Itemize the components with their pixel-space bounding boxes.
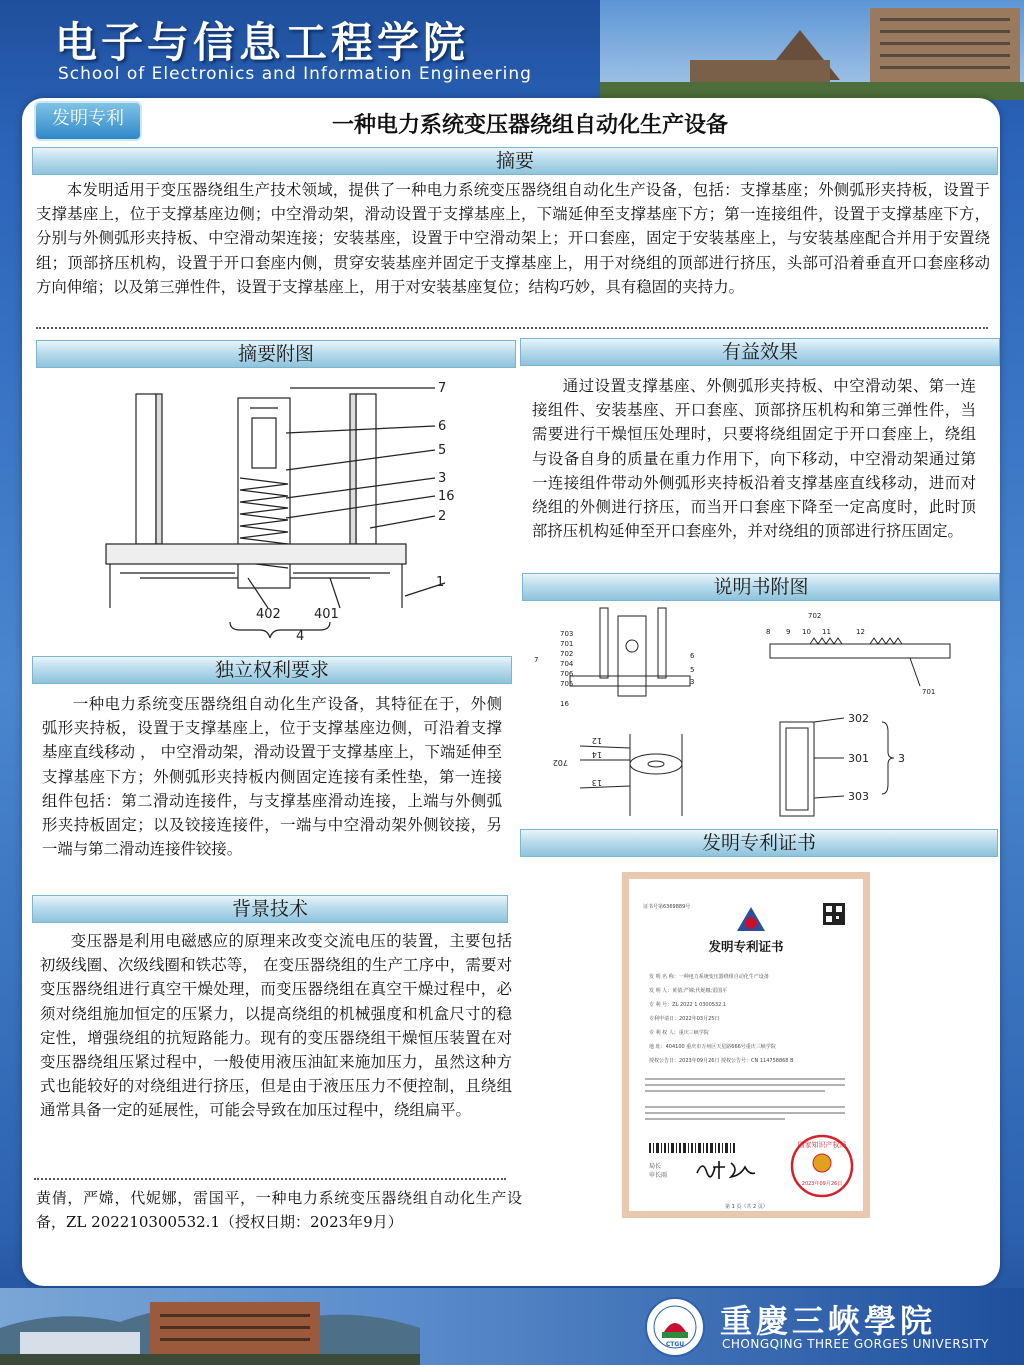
svg-text:302: 302 bbox=[848, 712, 869, 725]
spec-figure-a bbox=[530, 606, 750, 710]
svg-text:2: 2 bbox=[438, 509, 447, 524]
spec-figure-c bbox=[550, 728, 700, 818]
cert-line: 专 利 权 人：重庆三峡学院 bbox=[649, 1030, 709, 1036]
cert-title: 发明专利证书 bbox=[708, 939, 784, 954]
header-banner bbox=[0, 0, 1024, 100]
svg-text:6: 6 bbox=[438, 419, 447, 434]
qr-code-icon bbox=[823, 903, 845, 925]
svg-text:303: 303 bbox=[848, 790, 869, 803]
svg-text:7: 7 bbox=[534, 656, 539, 664]
svg-text:3: 3 bbox=[690, 678, 695, 686]
background-heading: 背景技术 bbox=[32, 895, 508, 923]
cert-line: 授权公告日：2023年09月26日 授权公告号：CN 114758868 B bbox=[649, 1058, 794, 1064]
svg-text:701: 701 bbox=[560, 640, 574, 648]
director-label: 局长 申长雨 bbox=[649, 1163, 668, 1179]
director-signature bbox=[693, 1155, 763, 1183]
patent-certificate-image bbox=[622, 872, 870, 1218]
svg-text:706: 706 bbox=[560, 670, 574, 678]
cnipa-logo-icon bbox=[733, 903, 769, 935]
official-seal-icon bbox=[789, 1133, 855, 1199]
abstract-text: 本发明适用于变压器绕组生产技术领域，提供了一种电力系统变压器绕组自动化生产设备，包括：支撑基座；外侧弧形夹持板，设置于支撑基座上，位于支撑基座边侧；中空滑动架，滑动设置于支撑基座上，下端延伸至支撑基座下方；第一连接组件，设置于支撑基座下方，分别与外侧弧形夹持板、中空滑动架连接；安装基座，设置于中空滑动架上；开口套座，固定于安装基座上，与安装基座配合并用于安置绕组；顶部挤压机构，设置于开口套座内侧，贯穿安装基座并固定于支撑基座上，用于对绕组的顶部进行挤压，头部可沿着垂直开口套座移动方向伸缩；以及第三弹性件，设置于支撑基座上，用于对安装基座复位；结构巧妙，具有稳固的夹持力。 bbox=[36, 181, 990, 296]
abstract-figure bbox=[100, 378, 470, 644]
cert-line: 发 明 人：黄倩;严嫦;代妮娜;雷国平 bbox=[649, 988, 728, 994]
svg-text:3: 3 bbox=[898, 752, 905, 765]
svg-text:702: 702 bbox=[560, 650, 574, 658]
divider bbox=[36, 327, 988, 329]
svg-text:701: 701 bbox=[922, 688, 936, 696]
svg-text:8: 8 bbox=[766, 628, 771, 636]
category-tag: 发明专利 bbox=[34, 101, 142, 141]
svg-text:1: 1 bbox=[436, 575, 445, 590]
svg-text:4: 4 bbox=[296, 629, 305, 644]
benefits-text: 通过设置支撑基座、外侧弧形夹持板、中空滑动架、第一连接组件、安装基座、开口套座、顶部挤压机构和第三弹性件，当需要进行干燥恒压处理时，只要将绕组固定于开口套座上，绕组与设备自身的质量在重力作用下，向下移动，中空滑动架通过第一连接组件带动外侧弧形夹持板沿着支撑基座直线移动，进而对绕组的外侧进行挤压，而当开口套座下降至一定高度时，此时顶部挤压机构延伸至开口套座外，并对绕组的顶部进行挤压固定。 bbox=[532, 377, 976, 541]
divider bbox=[34, 1178, 506, 1180]
svg-text:6: 6 bbox=[690, 652, 695, 660]
cert-line: 发 明 名 称：一种电力系统变压器绕组自动化生产设备 bbox=[649, 974, 769, 980]
svg-text:702: 702 bbox=[808, 612, 822, 620]
barcode-icon bbox=[649, 1143, 739, 1153]
spec-figure-b bbox=[760, 608, 960, 698]
background-text: 变压器是利用电磁感应的原理来改变交流电压的装置，主要包括初级线圈、次级线圈和铁芯等， 在变压器绕组的生产工序中，需要对变压器绕组进行真空干燥处理，而变压器绕组在真空干燥过程中，必须对绕组施加恒定的压紧力，以提高绕组的机械强度和机盒尺寸的稳定性，增强绕组的抗短路能力。现有的变压器绕组干燥恒压装置在对变压器绕组压紧过程中，一般使用液压油缸来施加压力，虽然这种方式也能较好的对绕组进行挤压，但是由于液压压力不便控制，且绕组通常具备一定的延展性，可能会导致在加压过程中，绕组扁平。 bbox=[40, 932, 512, 1120]
university-logo-icon bbox=[640, 1296, 710, 1358]
svg-text:9: 9 bbox=[786, 628, 791, 636]
svg-text:7: 7 bbox=[438, 381, 447, 396]
svg-text:12: 12 bbox=[856, 628, 865, 636]
school-title-en: School of Electronics and Information Engineering bbox=[58, 64, 532, 84]
svg-text:10: 10 bbox=[802, 628, 811, 636]
citation: 黄倩，严嫦，代妮娜，雷国平，一种电力系统变压器绕组自动化生产设备，ZL 202210300532.1（授权日期：2023年9月） bbox=[36, 1189, 522, 1232]
cert-line: 专利申请日：2022年03月25日 bbox=[649, 1016, 720, 1022]
cert-page-note: 第 1 页（共 2 页） bbox=[725, 1204, 768, 1210]
claims-text: 一种电力系统变压器绕组自动化生产设备，其特征在于，外侧弧形夹持板，设置于支撑基座上，位于支撑基座边侧，可沿着支撑基座直线移动 ， 中空滑动架，滑动设置于支撑基座上，下端延伸至支撑基座下方；外侧弧形夹持板内侧固定连接有柔性垫，第一连接组件包括：第二滑动连接件，与支撑基座滑动连接，上端与外侧弧形夹持板固定；以及铰接连接件，一端与中空滑动架外侧铰接，另一端与第二滑动连接件铰接。 bbox=[42, 695, 502, 859]
school-title-cn: 电子与信息工程学院 bbox=[55, 18, 470, 67]
svg-text:16: 16 bbox=[438, 489, 455, 504]
abstract-figure-heading: 摘要附图 bbox=[36, 340, 516, 368]
svg-text:CTGU: CTGU bbox=[665, 1341, 685, 1348]
svg-text:704: 704 bbox=[560, 660, 574, 668]
university-name-en: CHONGQING THREE GORGES UNIVERSITY bbox=[722, 1337, 990, 1351]
svg-text:11: 11 bbox=[822, 628, 831, 636]
svg-text:703: 703 bbox=[560, 630, 574, 638]
abstract-heading: 摘要 bbox=[32, 147, 998, 175]
university-name-cn: 重慶三峽學院 bbox=[720, 1302, 937, 1340]
claims-heading: 独立权利要求 bbox=[32, 656, 512, 684]
patent-title: 一种电力系统变压器绕组自动化生产设备 bbox=[331, 113, 728, 138]
svg-text:705: 705 bbox=[560, 680, 574, 688]
svg-text:702: 702 bbox=[552, 758, 568, 767]
svg-text:402: 402 bbox=[256, 607, 281, 622]
cert-number: 证书号第6369889号 bbox=[643, 904, 691, 910]
certificate-heading: 发明专利证书 bbox=[520, 829, 998, 857]
svg-text:12: 12 bbox=[591, 736, 602, 745]
svg-text:国家知识产权局: 国家知识产权局 bbox=[797, 1141, 847, 1149]
campus-photo-top bbox=[600, 0, 1024, 100]
svg-text:2023年09月26日: 2023年09月26日 bbox=[801, 1181, 843, 1187]
cert-fine-print bbox=[645, 1075, 855, 1135]
cert-line: 地 址：404100 重庆市万州区天星路666号重庆三峡学院 bbox=[649, 1044, 776, 1050]
svg-text:14: 14 bbox=[591, 750, 602, 759]
svg-text:5: 5 bbox=[690, 666, 695, 674]
spec-figures-heading: 说明书附图 bbox=[522, 573, 1000, 601]
svg-text:13: 13 bbox=[591, 778, 602, 787]
svg-text:401: 401 bbox=[314, 607, 339, 622]
benefits-heading: 有益效果 bbox=[520, 338, 1000, 366]
svg-text:301: 301 bbox=[848, 752, 869, 765]
cert-line: 专 利 号：ZL 2022 1 0300532.1 bbox=[649, 1002, 727, 1008]
spec-figure-d bbox=[770, 708, 920, 820]
svg-text:16: 16 bbox=[560, 700, 569, 708]
svg-text:3: 3 bbox=[438, 471, 447, 486]
svg-text:5: 5 bbox=[438, 443, 447, 458]
